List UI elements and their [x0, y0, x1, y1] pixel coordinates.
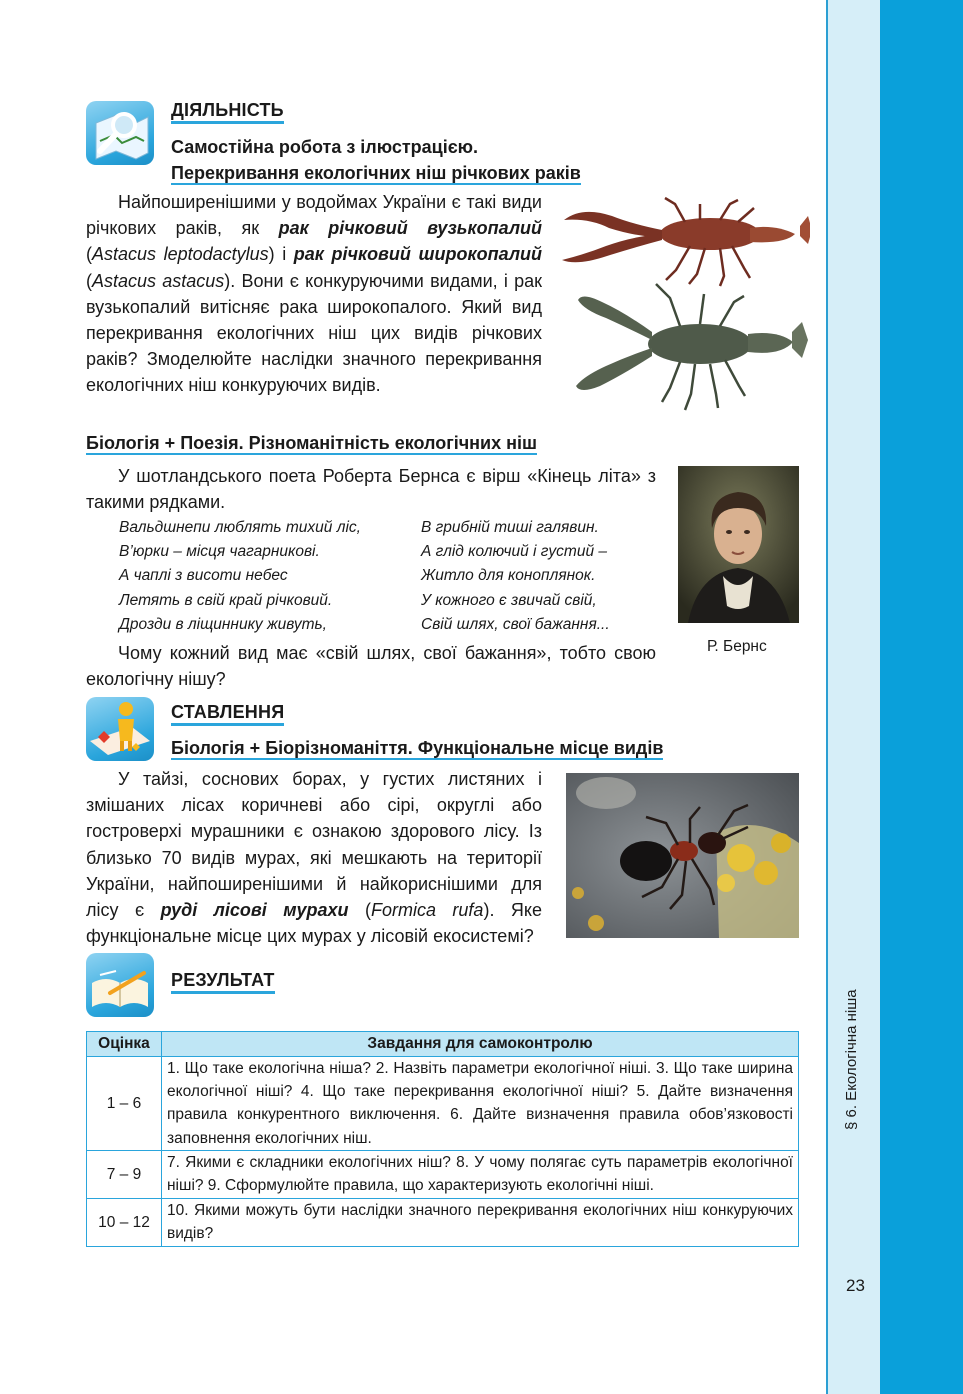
- table-row: [87, 1198, 799, 1246]
- ant-paragraph: У тайзі, соснових борах, у густих листяних і змішаних лісах коричневі або сірі, округлі або гостроверхі мурашники є ознакою здорового лісу. Із близько 70 видів мурах, які мешкають на території України, найпоширенішими й найкориснішими для лісу є руді лісові мурахи (Formica rufa). Яке функціональне місце цих мурах у лісовій екосистемі?: [86, 769, 542, 947]
- crayfish-paragraph: Найпоширенішими у водоймах України є такі види річкових раків, як рак річковий вузькопалий (Astacus leptodactylus) і рак річковий широкопалий (Astacus astacus). Вони є конкуруючими видами, і рак вузькопалий витісняє рака широкопалого. Який вид перекривання екологічних ніш цих видів річкових раків? Змоделюйте наслідки значного перекривання екологічних ніш конкуруючих видів.: [86, 192, 543, 396]
- task-column-header: Завдання для самоконтролю: [162, 1032, 799, 1057]
- activity-subheading: Самостійна робота з ілюстрацією. Перекривання екологічних ніш річкових раків: [171, 137, 581, 183]
- poetry-intro: У шотландського поета Роберта Бернса є вірш «Кінець літа» з такими рядками.: [86, 466, 656, 513]
- crayfish-illustration: [560, 194, 810, 434]
- magnifier-map-icon: [86, 101, 154, 165]
- grade-cell: 10 – 12: [87, 1198, 162, 1246]
- narrow-clawed-crayfish-image: [562, 198, 810, 286]
- poetry-heading: Біологія + Поезія. Різноманітність екологічних ніш: [86, 433, 538, 453]
- ant-photo: [566, 773, 799, 938]
- table-row: [87, 1150, 799, 1198]
- open-book-icon: [86, 953, 154, 1017]
- attitude-subheading: Біологія + Біорізноманіття. Функціональне місце видів: [171, 738, 664, 758]
- poetry-question: Чому кожний вид має «свій шлях, свої бажання», тобто свою екологічну нішу?: [86, 643, 656, 690]
- task-cell: 7. Якими є складники екологічних ніш? 8. У чому полягає суть параметрів екологічної ніші? 9. Сформулюйте правила, що характеризують екологічні ніші.: [162, 1150, 799, 1198]
- page-number: 23: [846, 1276, 865, 1295]
- poem-right-column: В грибній тиші галявин. А глід колючий і густий – Житло для коноплянок. У кожного є звичай свій, Свій шлях, свої бажання...: [421, 519, 610, 633]
- task-cell: 10. Якими можуть бути наслідки значного перекривання екологічних ніш конкуруючих видів?: [162, 1198, 799, 1246]
- task-cell: 1. Що таке екологічна ніша? 2. Назвіть параметри екологічної ніші. 3. Що таке ширина екологічної ніші? 4. Що таке перекривання екологічної ніші? 5. Дайте визначення правила конкурентного виключення. 6. Дайте визначення правила обов’язковості заповнення екологічних ніш.: [162, 1057, 799, 1151]
- side-band-light: [826, 0, 880, 1394]
- person-award-icon: [86, 697, 154, 761]
- table-row: [87, 1057, 799, 1151]
- self-control-table: [86, 1031, 799, 1247]
- portrait-caption: Р. Бернс: [707, 638, 767, 655]
- result-heading: РЕЗУЛЬТАТ: [171, 970, 275, 991]
- activity-heading: ДІЯЛЬНІСТЬ: [171, 100, 284, 121]
- poem-left-column: Вальдшнепи люблять тихий ліс, В’юрки – місця чагарникові. А чаплі з висоти небес Летять в свій край річковий. Дрозди в ліщиннику живуть,: [119, 519, 361, 633]
- broad-clawed-crayfish-image: [576, 284, 808, 410]
- attitude-heading: СТАВЛЕННЯ: [171, 702, 284, 723]
- grade-column-header: Оцінка: [87, 1032, 162, 1057]
- grade-cell: 7 – 9: [87, 1150, 162, 1198]
- section-title-vertical: § 6. Екологічна ніша: [843, 989, 860, 1130]
- side-band-blue: [880, 0, 963, 1394]
- burns-portrait: [678, 466, 799, 623]
- grade-cell: 1 – 6: [87, 1057, 162, 1151]
- table-header-row: [87, 1032, 799, 1057]
